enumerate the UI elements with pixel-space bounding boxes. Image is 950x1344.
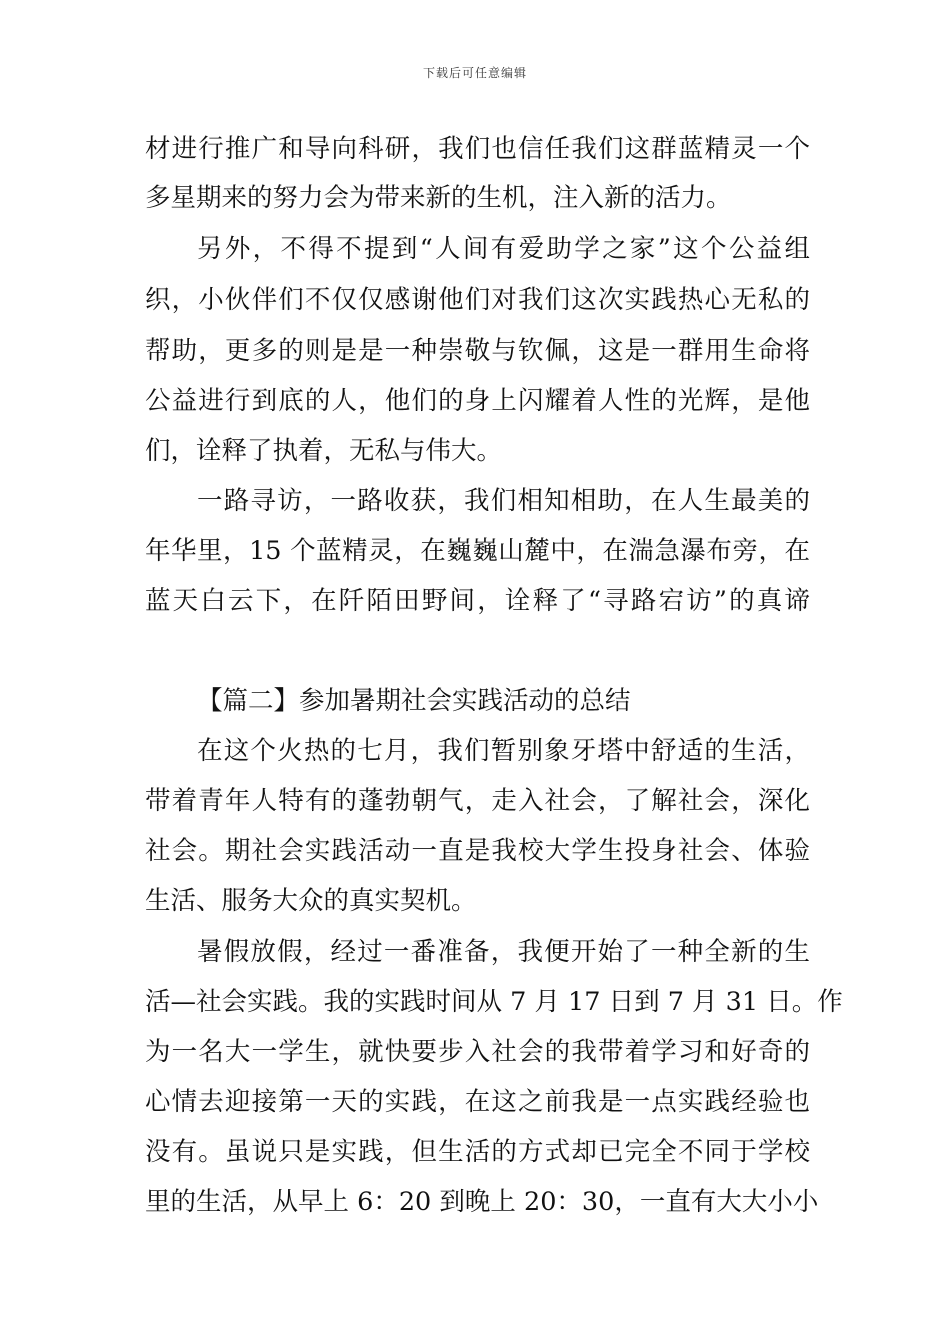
body-line: 公益进行到底的人，他们的身上闪耀着人性的光辉，是他 xyxy=(145,386,810,416)
body-line: 没有。虽说只是实践，但生活的方式却已完全不同于学校 xyxy=(145,1137,810,1167)
body-line: 材进行推广和导向科研，我们也信任我们这群蓝精灵一个 xyxy=(145,134,810,164)
body-line: 社会。期社会实践活动一直是我校大学生投身社会、体验 xyxy=(145,836,810,866)
body-line: 为一名大一学生，就快要步入社会的我带着学习和好奇的 xyxy=(145,1037,810,1067)
body-line: 蓝天白云下，在阡陌田野间，诠释了“寻路宕访”的真谛 xyxy=(145,586,810,616)
body-line: 帮助，更多的则是是一种崇敬与钦佩，这是一群用生命将 xyxy=(145,336,810,366)
header-note: 下载后可任意编辑 xyxy=(422,66,527,80)
body-line: 一路寻访，一路收获，我们相知相助，在人生最美的 xyxy=(197,486,810,516)
body-line: 们，诠释了执着，无私与伟大。 xyxy=(145,436,503,466)
body-line: 暑假放假，经过一番准备，我便开始了一种全新的生 xyxy=(197,937,810,967)
body-line: 里的生活，从早上 6：20 到晚上 20：30，一直有大大小小 xyxy=(145,1187,819,1217)
body-line: 生活、服务大众的真实契机。 xyxy=(145,886,477,916)
body-line: 活—社会实践。我的实践时间从 7 月 17 日到 7 月 31 日。作 xyxy=(145,987,843,1017)
body-line: 带着青年人特有的蓬勃朝气，走入社会，了解社会，深化 xyxy=(145,786,810,816)
body-line: 心情去迎接第一天的实践，在这之前我是一点实践经验也 xyxy=(145,1087,810,1117)
body-line: 在这个火热的七月，我们暂别象牙塔中舒适的生活， xyxy=(197,736,810,766)
section-heading: 【篇二】参加暑期社会实践活动的总结 xyxy=(197,686,631,716)
body-line: 织，小伙伴们不仅仅感谢他们对我们这次实践热心无私的 xyxy=(145,285,810,315)
body-line: 多星期来的努力会为带来新的生机，注入新的活力。 xyxy=(145,183,732,213)
body-line: 年华里，15 个蓝精灵，在巍巍山麓中，在湍急瀑布旁，在 xyxy=(145,536,810,566)
body-line: 另外，不得不提到“人间有爱助学之家”这个公益组 xyxy=(197,234,810,264)
